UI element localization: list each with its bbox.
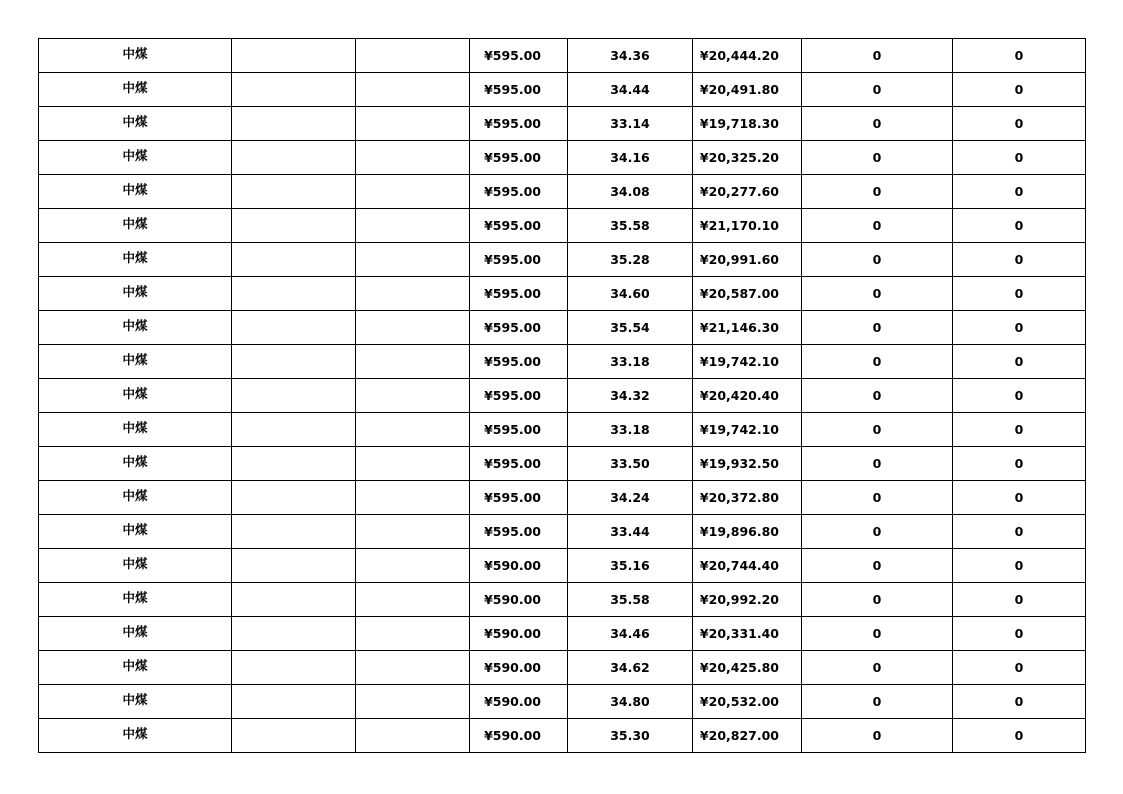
coal-type-cell: 中煤 bbox=[39, 481, 232, 515]
empty-cell bbox=[232, 209, 356, 243]
quantity-cell: 35.30 bbox=[568, 719, 693, 753]
table-row bbox=[39, 685, 1086, 719]
empty-cell bbox=[356, 141, 470, 175]
unit-price-cell: ¥595.00 bbox=[470, 243, 568, 277]
amount-cell: ¥20,587.00 bbox=[693, 277, 802, 311]
value-cell: 0 bbox=[953, 243, 1086, 277]
value-cell: 0 bbox=[802, 141, 953, 175]
coal-type-cell: 中煤 bbox=[39, 379, 232, 413]
empty-cell bbox=[356, 651, 470, 685]
amount-cell: ¥20,827.00 bbox=[693, 719, 802, 753]
coal-type-cell: 中煤 bbox=[39, 73, 232, 107]
amount-cell: ¥21,170.10 bbox=[693, 209, 802, 243]
quantity-cell: 33.18 bbox=[568, 413, 693, 447]
table-row bbox=[39, 413, 1086, 447]
value-cell: 0 bbox=[953, 447, 1086, 481]
value-cell: 0 bbox=[802, 39, 953, 73]
table-row bbox=[39, 515, 1086, 549]
amount-cell: ¥20,420.40 bbox=[693, 379, 802, 413]
coal-type-cell: 中煤 bbox=[39, 549, 232, 583]
value-cell: 0 bbox=[802, 243, 953, 277]
table-row bbox=[39, 107, 1086, 141]
amount-cell: ¥19,742.10 bbox=[693, 413, 802, 447]
coal-type-cell: 中煤 bbox=[39, 685, 232, 719]
table-row bbox=[39, 379, 1086, 413]
value-cell: 0 bbox=[953, 175, 1086, 209]
table-row bbox=[39, 39, 1086, 73]
value-cell: 0 bbox=[802, 685, 953, 719]
value-cell: 0 bbox=[802, 447, 953, 481]
quantity-cell: 35.28 bbox=[568, 243, 693, 277]
amount-cell: ¥19,742.10 bbox=[693, 345, 802, 379]
unit-price-cell: ¥595.00 bbox=[470, 141, 568, 175]
unit-price-cell: ¥590.00 bbox=[470, 549, 568, 583]
table-row bbox=[39, 447, 1086, 481]
coal-type-cell: 中煤 bbox=[39, 719, 232, 753]
empty-cell bbox=[356, 277, 470, 311]
empty-cell bbox=[232, 447, 356, 481]
unit-price-cell: ¥590.00 bbox=[470, 651, 568, 685]
quantity-cell: 34.44 bbox=[568, 73, 693, 107]
table-row bbox=[39, 617, 1086, 651]
empty-cell bbox=[356, 175, 470, 209]
unit-price-cell: ¥595.00 bbox=[470, 345, 568, 379]
empty-cell bbox=[356, 719, 470, 753]
table-row bbox=[39, 719, 1086, 753]
amount-cell: ¥19,932.50 bbox=[693, 447, 802, 481]
quantity-cell: 34.32 bbox=[568, 379, 693, 413]
unit-price-cell: ¥595.00 bbox=[470, 481, 568, 515]
coal-type-cell: 中煤 bbox=[39, 311, 232, 345]
empty-cell bbox=[232, 719, 356, 753]
quantity-cell: 35.16 bbox=[568, 549, 693, 583]
value-cell: 0 bbox=[953, 719, 1086, 753]
amount-cell: ¥21,146.30 bbox=[693, 311, 802, 345]
value-cell: 0 bbox=[802, 481, 953, 515]
coal-type-cell: 中煤 bbox=[39, 617, 232, 651]
value-cell: 0 bbox=[953, 481, 1086, 515]
empty-cell bbox=[232, 175, 356, 209]
quantity-cell: 34.60 bbox=[568, 277, 693, 311]
unit-price-cell: ¥595.00 bbox=[470, 209, 568, 243]
table-row bbox=[39, 175, 1086, 209]
table-row bbox=[39, 311, 1086, 345]
quantity-cell: 33.44 bbox=[568, 515, 693, 549]
empty-cell bbox=[356, 515, 470, 549]
amount-cell: ¥20,991.60 bbox=[693, 243, 802, 277]
unit-price-cell: ¥595.00 bbox=[470, 277, 568, 311]
empty-cell bbox=[356, 209, 470, 243]
value-cell: 0 bbox=[953, 379, 1086, 413]
unit-price-cell: ¥595.00 bbox=[470, 73, 568, 107]
value-cell: 0 bbox=[802, 175, 953, 209]
coal-type-cell: 中煤 bbox=[39, 209, 232, 243]
empty-cell bbox=[232, 651, 356, 685]
table-row bbox=[39, 549, 1086, 583]
unit-price-cell: ¥590.00 bbox=[470, 583, 568, 617]
amount-cell: ¥20,425.80 bbox=[693, 651, 802, 685]
empty-cell bbox=[356, 549, 470, 583]
coal-type-cell: 中煤 bbox=[39, 447, 232, 481]
table-row bbox=[39, 243, 1086, 277]
value-cell: 0 bbox=[802, 209, 953, 243]
empty-cell bbox=[356, 73, 470, 107]
value-cell: 0 bbox=[802, 549, 953, 583]
coal-type-cell: 中煤 bbox=[39, 39, 232, 73]
empty-cell bbox=[232, 549, 356, 583]
quantity-cell: 35.58 bbox=[568, 209, 693, 243]
value-cell: 0 bbox=[802, 345, 953, 379]
quantity-cell: 33.50 bbox=[568, 447, 693, 481]
coal-type-cell: 中煤 bbox=[39, 413, 232, 447]
value-cell: 0 bbox=[953, 413, 1086, 447]
empty-cell bbox=[356, 583, 470, 617]
empty-cell bbox=[356, 345, 470, 379]
unit-price-cell: ¥595.00 bbox=[470, 413, 568, 447]
amount-cell: ¥20,277.60 bbox=[693, 175, 802, 209]
quantity-cell: 34.62 bbox=[568, 651, 693, 685]
unit-price-cell: ¥595.00 bbox=[470, 39, 568, 73]
empty-cell bbox=[232, 481, 356, 515]
table-row bbox=[39, 583, 1086, 617]
value-cell: 0 bbox=[953, 617, 1086, 651]
table-row bbox=[39, 209, 1086, 243]
quantity-cell: 34.16 bbox=[568, 141, 693, 175]
quantity-cell: 34.46 bbox=[568, 617, 693, 651]
empty-cell bbox=[232, 73, 356, 107]
empty-cell bbox=[356, 685, 470, 719]
table-row bbox=[39, 277, 1086, 311]
value-cell: 0 bbox=[802, 651, 953, 685]
value-cell: 0 bbox=[802, 413, 953, 447]
table-body bbox=[39, 39, 1086, 753]
table-row bbox=[39, 651, 1086, 685]
quantity-cell: 35.54 bbox=[568, 311, 693, 345]
data-table bbox=[38, 38, 1086, 753]
unit-price-cell: ¥595.00 bbox=[470, 175, 568, 209]
unit-price-cell: ¥590.00 bbox=[470, 617, 568, 651]
value-cell: 0 bbox=[953, 651, 1086, 685]
quantity-cell: 34.08 bbox=[568, 175, 693, 209]
amount-cell: ¥20,744.40 bbox=[693, 549, 802, 583]
empty-cell bbox=[356, 617, 470, 651]
value-cell: 0 bbox=[802, 617, 953, 651]
empty-cell bbox=[356, 107, 470, 141]
coal-type-cell: 中煤 bbox=[39, 141, 232, 175]
value-cell: 0 bbox=[802, 107, 953, 141]
coal-type-cell: 中煤 bbox=[39, 243, 232, 277]
empty-cell bbox=[232, 583, 356, 617]
coal-type-cell: 中煤 bbox=[39, 175, 232, 209]
value-cell: 0 bbox=[953, 277, 1086, 311]
value-cell: 0 bbox=[953, 311, 1086, 345]
unit-price-cell: ¥590.00 bbox=[470, 685, 568, 719]
empty-cell bbox=[356, 379, 470, 413]
coal-type-cell: 中煤 bbox=[39, 277, 232, 311]
quantity-cell: 33.14 bbox=[568, 107, 693, 141]
value-cell: 0 bbox=[953, 209, 1086, 243]
value-cell: 0 bbox=[953, 515, 1086, 549]
coal-type-cell: 中煤 bbox=[39, 583, 232, 617]
empty-cell bbox=[232, 413, 356, 447]
empty-cell bbox=[232, 617, 356, 651]
value-cell: 0 bbox=[953, 39, 1086, 73]
amount-cell: ¥20,325.20 bbox=[693, 141, 802, 175]
value-cell: 0 bbox=[953, 549, 1086, 583]
value-cell: 0 bbox=[953, 141, 1086, 175]
empty-cell bbox=[232, 685, 356, 719]
empty-cell bbox=[232, 515, 356, 549]
amount-cell: ¥19,718.30 bbox=[693, 107, 802, 141]
quantity-cell: 34.80 bbox=[568, 685, 693, 719]
empty-cell bbox=[232, 277, 356, 311]
empty-cell bbox=[232, 107, 356, 141]
quantity-cell: 35.58 bbox=[568, 583, 693, 617]
unit-price-cell: ¥595.00 bbox=[470, 515, 568, 549]
unit-price-cell: ¥595.00 bbox=[470, 311, 568, 345]
amount-cell: ¥19,896.80 bbox=[693, 515, 802, 549]
empty-cell bbox=[356, 481, 470, 515]
unit-price-cell: ¥595.00 bbox=[470, 379, 568, 413]
coal-type-cell: 中煤 bbox=[39, 107, 232, 141]
table-row bbox=[39, 141, 1086, 175]
quantity-cell: 33.18 bbox=[568, 345, 693, 379]
value-cell: 0 bbox=[953, 107, 1086, 141]
unit-price-cell: ¥595.00 bbox=[470, 447, 568, 481]
table-row bbox=[39, 345, 1086, 379]
value-cell: 0 bbox=[802, 379, 953, 413]
value-cell: 0 bbox=[802, 583, 953, 617]
value-cell: 0 bbox=[953, 73, 1086, 107]
coal-type-cell: 中煤 bbox=[39, 515, 232, 549]
value-cell: 0 bbox=[953, 583, 1086, 617]
value-cell: 0 bbox=[802, 719, 953, 753]
unit-price-cell: ¥595.00 bbox=[470, 107, 568, 141]
table-row bbox=[39, 73, 1086, 107]
value-cell: 0 bbox=[953, 685, 1086, 719]
empty-cell bbox=[232, 141, 356, 175]
value-cell: 0 bbox=[953, 345, 1086, 379]
empty-cell bbox=[232, 39, 356, 73]
empty-cell bbox=[232, 379, 356, 413]
value-cell: 0 bbox=[802, 73, 953, 107]
quantity-cell: 34.36 bbox=[568, 39, 693, 73]
table-row bbox=[39, 481, 1086, 515]
empty-cell bbox=[356, 39, 470, 73]
amount-cell: ¥20,444.20 bbox=[693, 39, 802, 73]
coal-type-cell: 中煤 bbox=[39, 651, 232, 685]
quantity-cell: 34.24 bbox=[568, 481, 693, 515]
amount-cell: ¥20,532.00 bbox=[693, 685, 802, 719]
value-cell: 0 bbox=[802, 515, 953, 549]
empty-cell bbox=[356, 447, 470, 481]
empty-cell bbox=[232, 243, 356, 277]
unit-price-cell: ¥590.00 bbox=[470, 719, 568, 753]
amount-cell: ¥20,372.80 bbox=[693, 481, 802, 515]
amount-cell: ¥20,992.20 bbox=[693, 583, 802, 617]
empty-cell bbox=[232, 311, 356, 345]
empty-cell bbox=[356, 413, 470, 447]
amount-cell: ¥20,331.40 bbox=[693, 617, 802, 651]
coal-type-cell: 中煤 bbox=[39, 345, 232, 379]
empty-cell bbox=[356, 243, 470, 277]
value-cell: 0 bbox=[802, 311, 953, 345]
empty-cell bbox=[356, 311, 470, 345]
amount-cell: ¥20,491.80 bbox=[693, 73, 802, 107]
empty-cell bbox=[232, 345, 356, 379]
value-cell: 0 bbox=[802, 277, 953, 311]
